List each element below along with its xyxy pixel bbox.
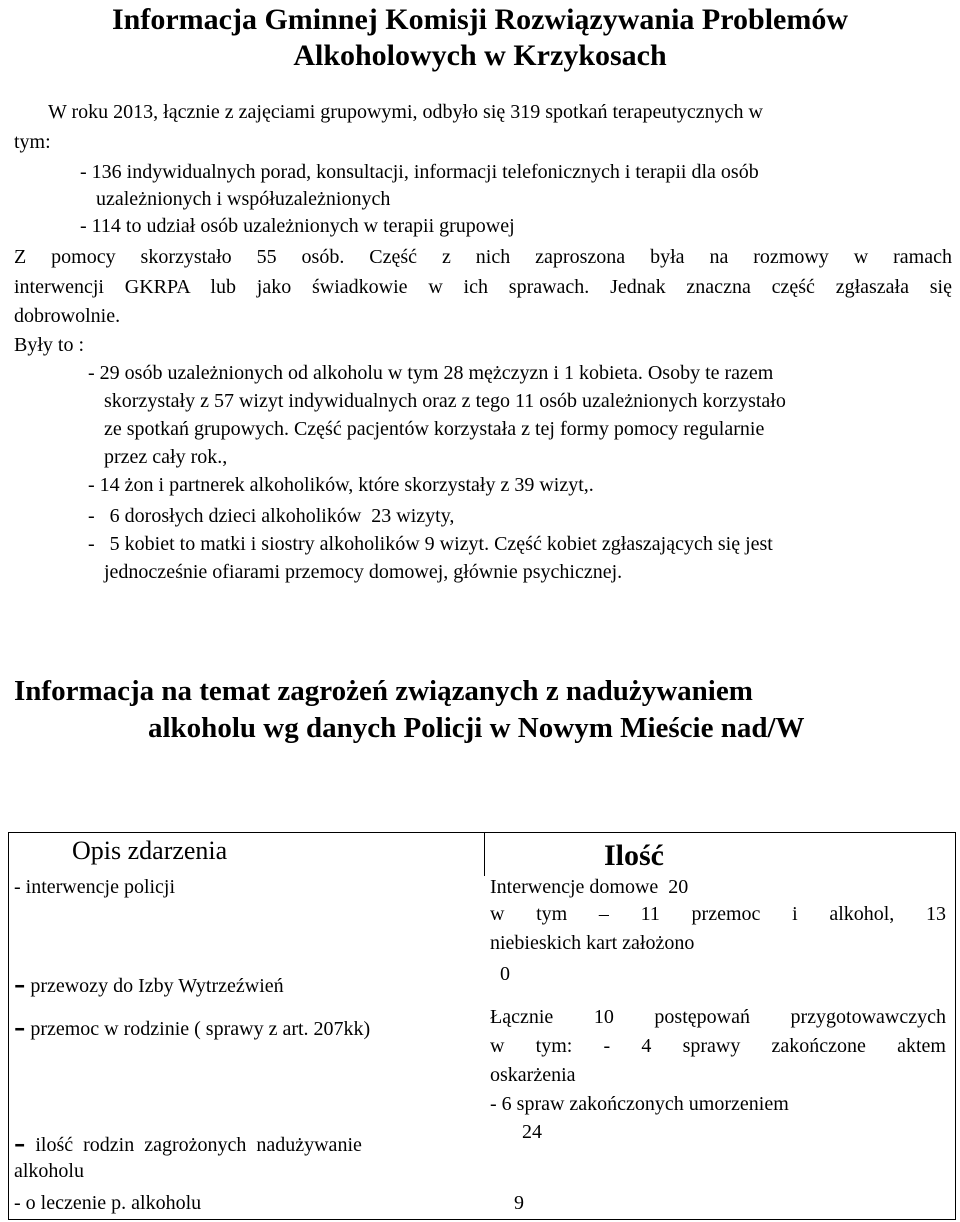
- item2: - 114 to udział osób uzależnionych w terapii grupowej: [80, 215, 515, 237]
- section2-title-line2: alkoholu wg danych Policji w Nowym Mieście nad/W: [148, 712, 805, 744]
- row2-dash: -: [14, 965, 26, 1002]
- row4-qty: 24: [522, 1121, 542, 1143]
- table-right-border: [955, 832, 956, 1220]
- row3-dash: -: [14, 1008, 26, 1045]
- row1-qty-line3: niebieskich kart założono: [490, 932, 695, 954]
- table-bottom-border: [8, 1219, 956, 1220]
- intro-line1: W roku 2013, łącznie z zajęciami grupowymi, odbyło się 319 spotkań terapeutycznych w: [48, 101, 763, 123]
- section1-title-line2: Alkoholowych w Krzykosach: [293, 39, 667, 72]
- bullet1-line1: - 29 osób uzależnionych od alkoholu w tym 28 mężczyzn i 1 kobieta. Osoby te razem: [88, 362, 774, 384]
- item1-line2: uzależnionych i współuzależnionych: [96, 188, 391, 210]
- row3-desc-wrap: [14, 1008, 371, 1045]
- para-line2: interwencji GKRPA lub jako świadkowie w ich sprawach. Jednak znaczna część zgłaszała się: [14, 276, 952, 298]
- bullet1-line4: przez cały rok.,: [104, 446, 228, 468]
- row3-desc: przemoc w rodzinie ( sprawy z art. 207kk): [25, 1018, 371, 1040]
- bullet3: - 6 dorosłych dzieci alkoholików 23 wizyty,: [88, 505, 455, 527]
- bullet1-line3: ze spotkań grupowych. Część pacjentów korzystała z tej formy pomocy regularnie: [104, 418, 765, 440]
- row3-qty-line2: w tym: - 4 sprawy zakończone aktem: [490, 1035, 946, 1057]
- row1-qty-line2: w tym – 11 przemoc i alkohol, 13: [490, 903, 946, 925]
- row1-qty-line1: Interwencje domowe 20: [490, 876, 689, 898]
- row2-qty: 0: [500, 963, 510, 985]
- bullet4-line2: jednocześnie ofiarami przemocy domowej, głównie psychicznej.: [104, 561, 623, 583]
- section1-title-line1: Informacja Gminnej Komisji Rozwiązywania Problemów: [111, 3, 849, 36]
- row2-desc: przewozy do Izby Wytrzeźwień: [25, 975, 284, 997]
- row3-qty-line1: Łącznie 10 postępowań przygotowawczych: [490, 1006, 946, 1028]
- table-header-qty: Ilość: [604, 839, 664, 872]
- row2-desc-wrap: [14, 965, 284, 1002]
- row1-desc: - interwencje policji: [14, 876, 176, 898]
- bullet2: - 14 żon i partnerek alkoholików, które skorzystały z 39 wizyt,.: [88, 474, 594, 496]
- row4-desc-line2: alkoholu: [14, 1160, 84, 1182]
- intro-line2: tym:: [14, 131, 51, 153]
- bullet1-line2: skorzystały z 57 wizyt indywidualnych oraz z tego 11 osób uzależnionych korzystało: [104, 390, 786, 412]
- row3-qty-line3: oskarżenia: [490, 1064, 576, 1086]
- row3-qty-line4: - 6 spraw zakończonych umorzeniem: [490, 1093, 789, 1115]
- row4-dash: -: [14, 1124, 26, 1161]
- row4-desc-line1: ilość rodzin zagrożonych nadużywanie: [25, 1134, 362, 1156]
- row5-qty: 9: [514, 1192, 524, 1214]
- row5-desc: - o leczenie p. alkoholu: [14, 1192, 202, 1214]
- item1-line1: - 136 indywidualnych porad, konsultacji, informacji telefonicznych i terapii dla osób: [80, 161, 759, 183]
- row4-desc-line1-wrap: [14, 1124, 362, 1161]
- table-left-border: [8, 832, 9, 1220]
- table-header-desc: Opis zdarzenia: [72, 836, 228, 865]
- table-top-border: [8, 832, 956, 833]
- table-header-divider: [484, 832, 485, 876]
- were-label: Były to :: [14, 334, 85, 356]
- para-line1: Z pomocy skorzystało 55 osób. Część z nich zaproszona była na rozmowy w ramach: [14, 246, 952, 268]
- bullet4-line1: - 5 kobiet to matki i siostry alkoholików 9 wizyt. Część kobiet zgłaszających się jest: [88, 533, 773, 555]
- section2-title-line1: Informacja na temat zagrożeń związanych z nadużywaniem: [14, 675, 753, 707]
- para-line3: dobrowolnie.: [14, 305, 121, 327]
